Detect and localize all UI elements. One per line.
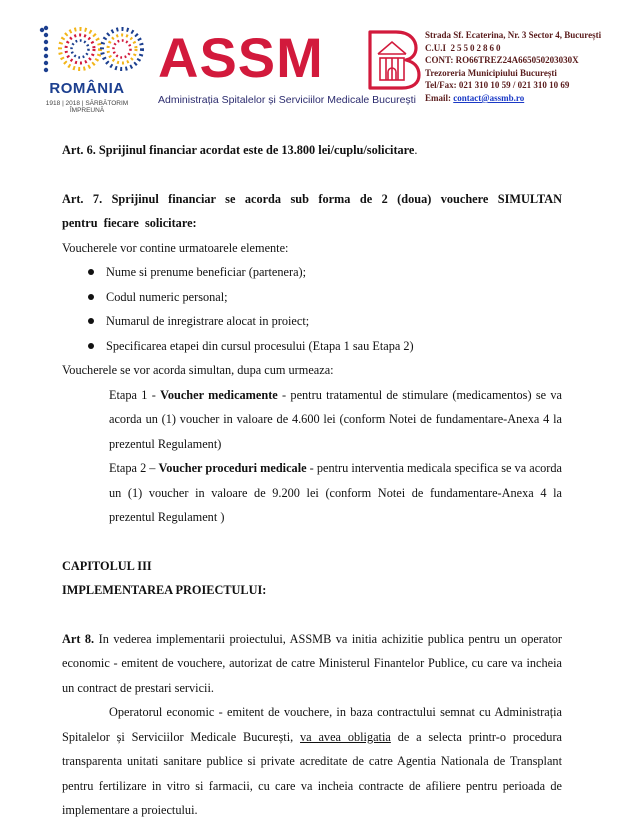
- article-8-p2-underlined: va avea obligatia: [300, 729, 391, 744]
- chapter-title: IMPLEMENTAREA PROIECTULUI:: [62, 583, 267, 597]
- article-8-text: In vederea implementarii proiectului, ASSMB va initia achizitie publica pentru un operator economic - emitent de vouchere, autorizat de catre Ministerul Finantelor Publice, cu care va incheia un contract de prestari servicii.: [62, 631, 563, 695]
- bullet-icon: [88, 318, 94, 324]
- email-link[interactable]: contact@assmb.ro: [453, 92, 525, 103]
- article-8-p2-after: de a selecta printr-o procedura transparenta unitati sanitare publice si private acreditate de catre Agentia Nationala de Transplant pentru fertilizare in vitro si farmacii, cu care va incheia contracte de afiliere pentru perioada de implementare a proiectului.: [62, 729, 562, 817]
- list-item: [62, 260, 562, 285]
- article-7-heading: Art. 7. Sprijinul financiar se acorda sub forma de 2 (doua) vouchere SIMULTAN pentru fiecare solicitare:: [62, 191, 562, 230]
- contact-phone-fax: Tel/Fax: 021 310 10 59 / 021 310 10 69: [425, 80, 570, 91]
- article-8-label: Art 8.: [62, 631, 95, 646]
- voucher-elements-list: [62, 260, 562, 358]
- list-item-text: Numarul de inregistrare alocat in proiect;: [106, 314, 310, 328]
- assmb-logo: [158, 24, 423, 114]
- article-8-p2-before: Operatorul economic - emitent de vouchere, in baza contractului semnat cu Administrația Spitalelor și Serviciilor Medicale București,: [62, 705, 562, 744]
- centenary-digits-graphic: [28, 22, 146, 78]
- bullet-icon: [88, 343, 94, 349]
- article-6-end: .: [414, 143, 418, 157]
- letterhead: [0, 0, 638, 120]
- list-item-text: Nume si prenume beneficiar (partenera);: [106, 265, 307, 279]
- centenary-caption: 1918 | 2018 | SĂRBĂTORIM ÎMPREUNĂ: [45, 100, 129, 114]
- etapa-2-title: Voucher proceduri medicale: [158, 461, 307, 475]
- contact-email-row: [425, 92, 635, 105]
- contact-treasury: Trezoreria Municipiului București: [425, 67, 557, 78]
- contact-cui: [425, 42, 635, 55]
- bullet-icon: [88, 269, 94, 275]
- article-6: [62, 138, 562, 163]
- list-item: [62, 309, 562, 334]
- romania-centenary-logo: [28, 22, 146, 112]
- list-item-text: Codul numeric personal;: [106, 289, 228, 304]
- etapa-1: [62, 383, 562, 457]
- document-body: [62, 138, 562, 823]
- article-7-simultan: Voucherele se vor acorda simultan, dupa cum urmeaza:: [62, 363, 334, 377]
- article-7-intro: Voucherele vor contine urmatoarele elemente:: [62, 240, 289, 255]
- etapa-2-prefix: Etapa 2 –: [109, 461, 159, 475]
- article-8: [62, 627, 562, 701]
- chapter-number: CAPITOLUL III: [62, 558, 152, 573]
- centenary-country: ROMÂNIA: [49, 80, 125, 97]
- bullet-icon: [88, 294, 94, 300]
- contact-account: CONT: RO66TREZ24A665050203030X: [425, 55, 579, 66]
- etapa-1-prefix: Etapa 1 -: [109, 387, 161, 402]
- etapa-1-text: - pentru tratamentul de stimulare (medicamentos) se va acorda un (1) voucher in valoare de 4.600 lei (conform Notei de fundamentare-Anexa 4 la prezentul Regulament): [109, 387, 562, 451]
- article-6-text: Art. 6. Sprijinul financiar acordat este de 13.800 lei/cuplu/solicitare: [62, 143, 415, 157]
- cui-value: 25502860: [450, 42, 503, 53]
- cui-label: C.U.I: [425, 42, 447, 53]
- etapa-2-text: - pentru interventia medicala specifica se va acorda un (1) voucher in valoare de 9.200 lei (conform Notei de fundamentare-Anexa 4 la prezentul Regulament ): [109, 461, 563, 524]
- building-b-icon: [366, 28, 422, 92]
- list-item: [62, 334, 562, 359]
- email-label: Email:: [425, 92, 451, 103]
- brand-name: ASSM: [158, 26, 324, 89]
- brand-tagline: Administrația Spitalelor și Serviciilor Medicale București: [158, 94, 416, 106]
- list-item: [62, 285, 562, 310]
- contact-block: [425, 29, 635, 105]
- article-8-paragraph-2: [62, 700, 562, 823]
- etapa-1-title: Voucher medicamente: [160, 387, 278, 402]
- etapa-2: [62, 456, 562, 530]
- contact-address: Strada Sf. Ecaterina, Nr. 3 Sector 4, București: [425, 30, 602, 40]
- list-item-text: Specificarea etapei din cursul procesului (Etapa 1 sau Etapa 2): [106, 338, 414, 353]
